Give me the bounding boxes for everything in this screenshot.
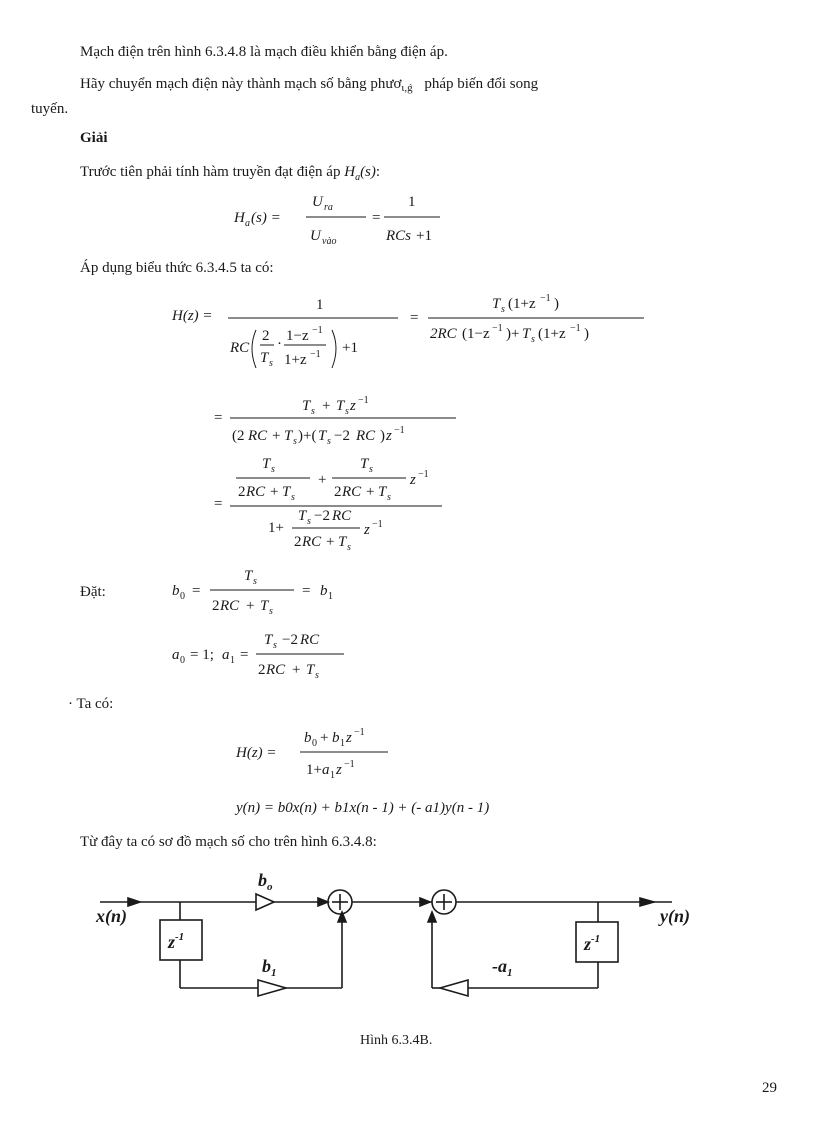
task-text-a: Hãy chuyển mạch điện này thành mạch số bằng phươ — [80, 76, 402, 92]
svg-text:s: s — [501, 304, 505, 315]
svg-text:T: T — [338, 534, 347, 550]
label-taco: · Ta có: — [68, 696, 114, 712]
svg-text:1: 1 — [408, 194, 416, 210]
svg-text:b: b — [320, 583, 328, 599]
svg-text:RC: RC — [246, 484, 266, 500]
svg-text:T: T — [302, 398, 311, 414]
svg-text:RC: RC — [248, 428, 268, 444]
ha-equation — [233, 194, 440, 247]
transfer-function-intro: Trước tiên phải tính hàm truyền đạt điện áp $H_a(s)$: — [80, 164, 381, 183]
svg-text:): ) — [380, 428, 385, 444]
svg-text:−1: −1 — [358, 395, 369, 406]
svg-text:−2: −2 — [282, 632, 298, 648]
svg-text:(s) =: (s) = — [251, 210, 281, 226]
output-label: y(n) — [660, 906, 690, 926]
gain-b1-label: $b_1$ — [262, 956, 277, 979]
svg-text:T: T — [306, 662, 315, 678]
svg-text:2: 2 — [334, 484, 342, 500]
svg-text:2: 2 — [238, 484, 246, 500]
svg-text:T: T — [378, 484, 387, 500]
svg-text:a: a — [222, 647, 230, 663]
delay-right-label: $z^{-1}$ — [584, 933, 601, 954]
svg-text:0: 0 — [180, 655, 185, 666]
svg-text:2: 2 — [258, 662, 266, 678]
intro-paragraph: Mạch điện trên hình 6.3.4.8 là mạch điều khiển bằng điện áp. — [80, 44, 448, 60]
svg-text:T: T — [282, 484, 291, 500]
svg-text:−1: −1 — [418, 469, 429, 480]
digital-circuit-diagram — [0, 860, 816, 1010]
svg-text:b: b — [172, 583, 180, 599]
page-number: 29 — [762, 1080, 777, 1096]
svg-text:=: = — [240, 647, 249, 663]
svg-text:−2: −2 — [334, 428, 350, 444]
svg-text:−1: −1 — [394, 425, 405, 436]
svg-text:1+z: 1+z — [284, 352, 307, 368]
task-text-b: pháp biến đổi song — [424, 76, 539, 92]
svg-text:0: 0 — [312, 738, 317, 749]
svg-text:z: z — [386, 428, 392, 444]
svg-text:+1: +1 — [342, 340, 358, 356]
b0-definition — [172, 568, 333, 617]
hz-step2 — [214, 395, 456, 447]
svg-text:=: = — [410, 310, 419, 326]
svg-text:1−z: 1−z — [286, 328, 309, 344]
a1-gain-triangle — [440, 980, 468, 996]
svg-text:·: · — [277, 336, 282, 352]
svg-text:s: s — [347, 542, 351, 553]
svg-text:RC: RC — [230, 340, 250, 356]
svg-text:T: T — [264, 632, 273, 648]
b0-gain-triangle — [256, 894, 274, 910]
b1-gain-triangle — [258, 980, 286, 996]
svg-text:a: a — [245, 218, 250, 229]
svg-text:2: 2 — [262, 328, 270, 344]
gain-b0-label: $b_o$ — [258, 870, 273, 893]
svg-text:RC: RC — [332, 508, 352, 524]
svg-text:RCs: RCs — [386, 228, 412, 244]
svg-text:T: T — [360, 456, 369, 472]
svg-text:s: s — [369, 464, 373, 475]
svg-text:2RC: 2RC — [430, 326, 457, 342]
svg-text:T: T — [262, 456, 271, 472]
svg-text:H: H — [234, 210, 245, 226]
difference-equation: y(n) = b0x(n) + b1x(n - 1) + (- a1)y(n - 1) — [236, 800, 490, 816]
label-dat: Đặt: — [80, 584, 106, 600]
svg-text:2: 2 — [212, 598, 220, 614]
svg-text:H(z) =: H(z) = — [236, 745, 277, 761]
delay-left-label: $z^{-1}$ — [168, 931, 185, 952]
svg-text:+: + — [320, 730, 329, 746]
svg-text:−1: −1 — [354, 727, 365, 738]
svg-text:T: T — [522, 326, 531, 342]
svg-text:+1: +1 — [416, 228, 432, 244]
svg-text:b: b — [304, 730, 312, 746]
svg-text:T: T — [318, 428, 327, 444]
svg-text:z: z — [350, 398, 356, 414]
svg-text:=: = — [372, 210, 381, 226]
svg-text:s: s — [327, 436, 331, 447]
svg-text:T: T — [244, 568, 253, 584]
svg-text:s: s — [269, 358, 273, 369]
svg-text:s: s — [307, 516, 311, 527]
task-paragraph-line1: Hãy chuyển mạch điện này thành mạch số bằng phươ$_{ɩ,ǵ}$ pháp biến đổi song — [80, 76, 539, 94]
svg-text:)+: )+ — [506, 326, 520, 342]
transfer-function-text: Trước tiên phải tính hàm truyền đạt điện áp — [80, 164, 341, 180]
input-arrow — [128, 898, 140, 906]
svg-text:−1: −1 — [492, 323, 503, 334]
svg-text:RC: RC — [302, 534, 322, 550]
svg-text:a: a — [172, 647, 180, 663]
svg-text:2: 2 — [294, 534, 302, 550]
gain-a1-label: $-a_1$ — [492, 956, 513, 979]
svg-text:s: s — [345, 406, 349, 417]
svg-text:s: s — [269, 606, 273, 617]
svg-text:1: 1 — [230, 655, 235, 666]
solution-heading: Giải — [80, 130, 108, 146]
svg-text:+: + — [326, 534, 335, 550]
svg-text:)+(: )+( — [298, 428, 317, 444]
svg-text:−1: −1 — [540, 293, 551, 304]
svg-text:=: = — [192, 583, 201, 599]
svg-text:s: s — [387, 492, 391, 503]
svg-text:RC: RC — [356, 428, 376, 444]
svg-text:T: T — [284, 428, 293, 444]
svg-text:+: + — [272, 428, 281, 444]
svg-text:1+: 1+ — [306, 762, 322, 778]
svg-text:−1: −1 — [312, 325, 323, 336]
svg-text:−2: −2 — [314, 508, 330, 524]
svg-text:RC: RC — [220, 598, 240, 614]
svg-text:s: s — [271, 464, 275, 475]
svg-text:T: T — [492, 296, 501, 312]
svg-text:+: + — [292, 662, 301, 678]
svg-text:=: = — [214, 496, 223, 512]
svg-text:H(z) =: H(z) = — [172, 308, 213, 324]
svg-text:z: z — [364, 522, 370, 538]
input-label: x(n) — [96, 906, 127, 926]
svg-text:+: + — [270, 484, 279, 500]
svg-text:= 1;: = 1; — [190, 647, 214, 663]
svg-text:+: + — [366, 484, 375, 500]
svg-text:): ) — [584, 326, 589, 342]
svg-text:T: T — [336, 398, 345, 414]
svg-text:z: z — [346, 730, 352, 746]
svg-text:1: 1 — [340, 738, 345, 749]
svg-text:T: T — [298, 508, 307, 524]
svg-text:(1+z: (1+z — [538, 326, 566, 342]
circuit-intro-text: Từ đây ta có sơ đồ mạch số cho trên hình 6.3.4.8: — [80, 834, 377, 850]
svg-text:+: + — [246, 598, 255, 614]
svg-text:s: s — [291, 492, 295, 503]
svg-text:0: 0 — [180, 591, 185, 602]
hz-bilinear-equation — [171, 293, 644, 369]
svg-text:a: a — [322, 762, 330, 778]
svg-text:b: b — [332, 730, 340, 746]
svg-text:z: z — [336, 762, 342, 778]
svg-text:vào: vào — [322, 236, 337, 247]
svg-text:=: = — [214, 410, 223, 426]
svg-text:(1+z: (1+z — [508, 296, 536, 312]
svg-text:U: U — [310, 228, 321, 244]
svg-text:s: s — [253, 576, 257, 587]
svg-text:−1: −1 — [570, 323, 581, 334]
svg-text:ra: ra — [324, 202, 333, 213]
svg-text:s: s — [293, 436, 297, 447]
svg-text:−1: −1 — [310, 349, 321, 360]
svg-text:1+: 1+ — [268, 520, 284, 536]
svg-text:1: 1 — [328, 591, 333, 602]
svg-text:(1−z: (1−z — [462, 326, 490, 342]
hz-step3 — [214, 456, 442, 553]
svg-text:(2: (2 — [232, 428, 245, 444]
hz-final — [235, 727, 388, 781]
svg-text:−1: −1 — [372, 519, 383, 530]
svg-text:+: + — [318, 472, 327, 488]
svg-text:RC: RC — [300, 632, 320, 648]
svg-text:z: z — [410, 472, 416, 488]
svg-text:RC: RC — [342, 484, 362, 500]
svg-text:T: T — [260, 350, 269, 366]
a-definitions — [172, 632, 344, 681]
svg-text:1: 1 — [316, 297, 324, 313]
svg-text:): ) — [554, 296, 559, 312]
svg-text:=: = — [302, 583, 311, 599]
task-paragraph-line2: tuyến. — [31, 101, 69, 117]
svg-text:s: s — [311, 406, 315, 417]
apply-expression-text: Áp dụng biểu thức 6.3.4.5 ta có: — [80, 260, 274, 276]
svg-text:−1: −1 — [344, 759, 355, 770]
svg-text:+: + — [322, 398, 331, 414]
figure-caption: Hình 6.3.4B. — [360, 1033, 433, 1048]
svg-text:s: s — [273, 640, 277, 651]
svg-text:1: 1 — [330, 770, 335, 781]
svg-text:T: T — [260, 598, 269, 614]
svg-text:U: U — [312, 194, 323, 210]
svg-text:RC: RC — [266, 662, 286, 678]
svg-text:s: s — [315, 670, 319, 681]
svg-text:s: s — [531, 334, 535, 345]
